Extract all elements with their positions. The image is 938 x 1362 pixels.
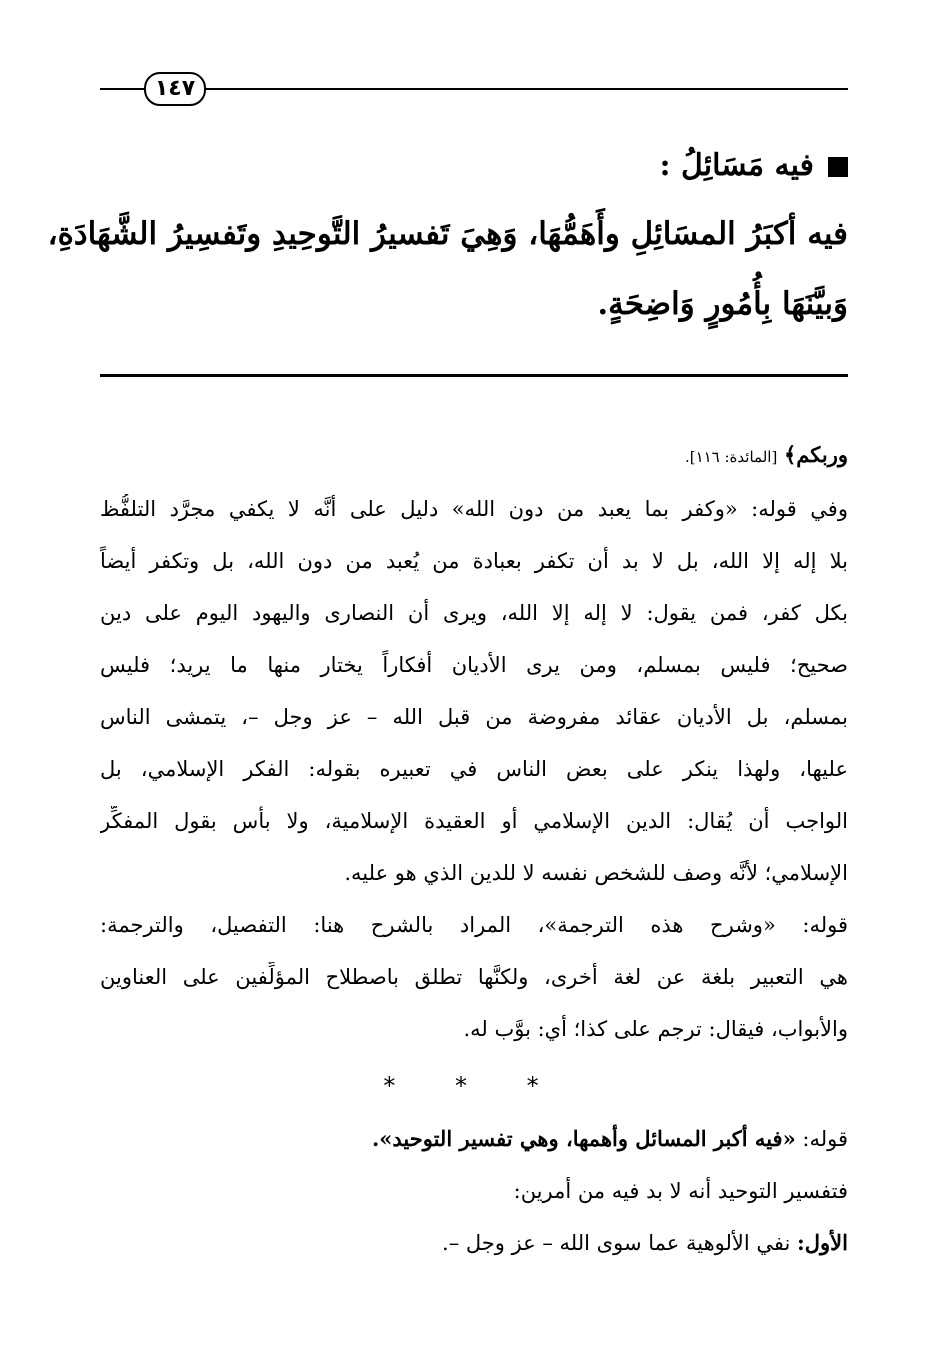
section-separator-stars: * * * [383, 1072, 565, 1100]
body-line-10: هي التعبير بلغة عن لغة أخرى، ولكنَّها تطلق باصطلاح المؤلِّفين على العناوين [100, 965, 848, 989]
first-point-text: نفي الألوهية عما سوى الله – عز وجل –. [442, 1231, 798, 1255]
section-divider [100, 374, 848, 377]
verse-end-text: وربكم﴾ [783, 442, 848, 467]
verse-reference: [المائدة: ١١٦]. [684, 448, 778, 466]
header-rule [100, 88, 848, 90]
square-bullet-icon [828, 157, 848, 177]
page-number: ١٤٧ [144, 72, 206, 106]
verse-end-line [100, 440, 848, 472]
body-line-11: والأبواب، فيقال: ترجم على كذا؛ أي: بوَّب له. [463, 1017, 848, 1041]
body-line-7: الواجب أن يُقال: الدين الإسلامي أو العقيدة الإسلامية، ولا بأس بقول المفكِّر [100, 809, 848, 833]
masail-heading [100, 146, 848, 186]
body-line-3: بكل كفر، فمن يقول: لا إله إلا الله، ويرى أن النصارى واليهود اليوم على دين [100, 601, 848, 625]
quote-line [100, 1124, 848, 1154]
body-line-4: صحيح؛ فليس بمسلم، ومن يرى الأديان أفكاراً يختار منها ما يريد؛ فليس [100, 653, 848, 677]
body-line-1: وفي قوله: «وكفر بما يعبد من دون الله» دليل على أنَّه لا يكفي مجرَّد التلفُّظ [100, 497, 848, 521]
masail-heading-text: فيه مَسَائِلُ : [659, 148, 814, 183]
masail-line-2: وَبيَّنَهَا بِأُمُورٍ وَاضِحَةٍ. [597, 286, 848, 322]
tawhid-explanation-line: فتفسير التوحيد أنه لا بد فيه من أمرين: [513, 1179, 848, 1203]
body-line-5: بمسلم، بل الأديان عقائد مفروضة من قبل الله – عز وجل –، يتمشى الناس [100, 705, 848, 729]
quote-text: «فيه أكبر المسائل وأهمها، وهي تفسير التوحيد». [371, 1126, 796, 1151]
body-line-6: عليها، ولهذا ينكر على بعض الناس في تعبيره بقوله: الفكر الإسلامي، بل [100, 757, 848, 781]
body-line-9: قوله: «وشرح هذه الترجمة»، المراد بالشرح هنا: التفصيل، والترجمة: [100, 913, 848, 937]
first-point-label: الأول: [797, 1230, 848, 1255]
body-line-2: بلا إله إلا الله، بل لا بد أن تكفر بعبادة من يُعبد من دون الله، بل وتكفر أيضاً [100, 549, 848, 573]
quote-label: قوله: [795, 1127, 848, 1151]
body-line-8: الإسلامي؛ لأنَّه وصف للشخص نفسه لا للدين الذي هو عليه. [344, 861, 848, 885]
first-point-line [100, 1228, 848, 1258]
masail-line-1: فيه أكبَرُ المسَائِلِ وأَهَمُّهَا، وَهِيَ تَفسيرُ التَّوحِيدِ وتَفسِيرُ الشَّهَادَةِ، [47, 216, 848, 252]
